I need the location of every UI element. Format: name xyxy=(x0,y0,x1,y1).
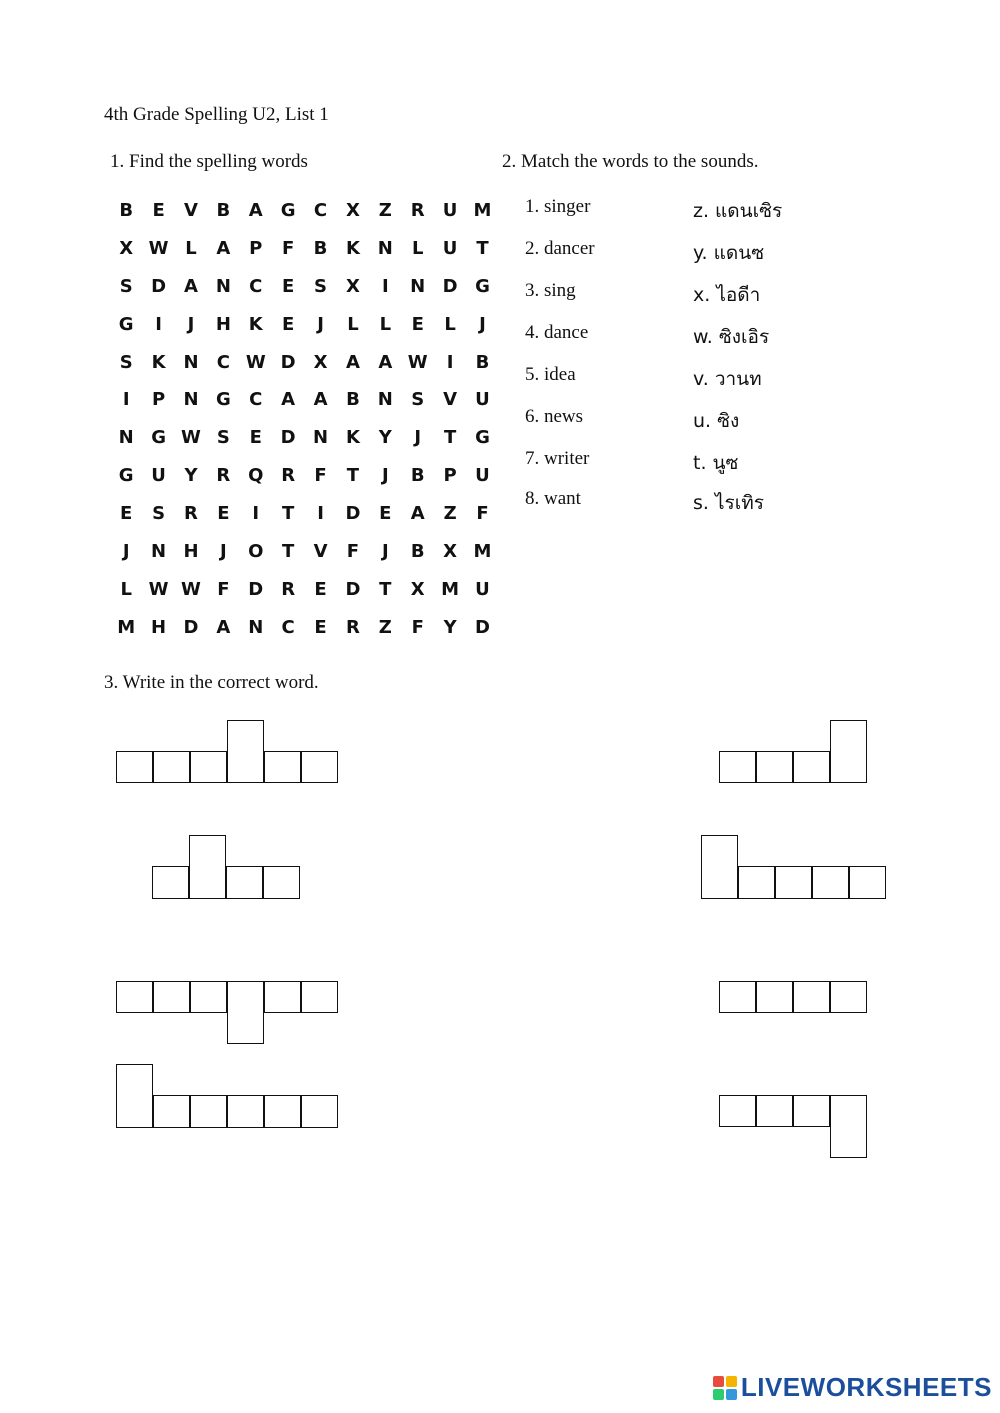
grid-letter[interactable]: R xyxy=(184,503,198,525)
letter-box[interactable] xyxy=(264,981,301,1013)
grid-row xyxy=(110,196,499,234)
grid-letter[interactable]: K xyxy=(345,427,360,449)
page-title: 4th Grade Spelling U2, List 1 xyxy=(104,104,329,125)
grid-letter[interactable]: B xyxy=(475,351,490,373)
grid-letter[interactable]: J xyxy=(414,427,422,449)
letter-box[interactable] xyxy=(812,866,849,899)
section-1-heading: 1. Find the spelling words xyxy=(110,151,308,172)
grid-letter[interactable]: W xyxy=(407,351,428,373)
letter-box[interactable] xyxy=(756,1095,793,1127)
grid-letter[interactable]: A xyxy=(281,389,296,411)
grid-letter[interactable]: C xyxy=(281,616,295,638)
match-word: 2. dancer xyxy=(525,238,595,259)
grid-letter[interactable]: T xyxy=(282,503,295,525)
grid-letter[interactable]: C xyxy=(313,200,328,221)
grid-row xyxy=(110,234,499,272)
grid-row xyxy=(110,499,499,537)
grid-letter[interactable]: J xyxy=(220,541,227,563)
letter-box[interactable] xyxy=(719,981,756,1013)
letter-box[interactable] xyxy=(830,720,867,783)
grid-letter[interactable]: G xyxy=(215,389,231,411)
grid-letter[interactable]: L xyxy=(444,313,456,335)
grid-letter[interactable]: U xyxy=(475,465,490,487)
grid-letter[interactable]: E xyxy=(217,503,230,525)
letter-box[interactable] xyxy=(227,981,264,1044)
grid-letter[interactable]: T xyxy=(476,237,489,259)
grid-letter[interactable]: D xyxy=(151,275,167,297)
letter-box[interactable] xyxy=(830,981,867,1013)
grid-letter[interactable]: N xyxy=(410,275,426,297)
letter-box[interactable] xyxy=(301,981,338,1013)
grid-letter[interactable]: F xyxy=(411,616,424,638)
grid-letter[interactable]: H xyxy=(151,616,167,638)
grid-letter[interactable]: B xyxy=(346,389,360,411)
grid-letter[interactable]: A xyxy=(184,275,198,297)
grid-letter[interactable]: Q xyxy=(248,465,264,487)
grid-letter[interactable]: Y xyxy=(378,427,392,449)
grid-letter[interactable]: U xyxy=(475,389,490,411)
letter-box[interactable] xyxy=(264,751,301,783)
grid-letter[interactable]: R xyxy=(281,465,296,487)
grid-letter[interactable]: D xyxy=(475,616,490,638)
grid-letter[interactable]: U xyxy=(442,237,458,259)
match-sound: y. แดนซ xyxy=(693,242,765,264)
grid-letter[interactable]: E xyxy=(282,313,295,335)
grid-letter[interactable]: D xyxy=(345,503,361,525)
letter-box[interactable] xyxy=(227,720,264,783)
grid-letter[interactable]: S xyxy=(314,275,328,297)
grid-letter[interactable]: L xyxy=(185,237,197,259)
grid-letter[interactable]: H xyxy=(215,313,231,335)
grid-letter[interactable]: E xyxy=(249,427,262,449)
grid-letter[interactable]: S xyxy=(119,351,133,373)
match-sound: s. ไรเทิร xyxy=(693,492,764,514)
grid-letter[interactable]: E xyxy=(314,616,327,638)
brand-square xyxy=(726,1389,737,1400)
match-word: 7. writer xyxy=(525,448,590,469)
letter-box[interactable] xyxy=(190,751,227,783)
grid-letter[interactable]: R xyxy=(345,616,360,638)
letter-box[interactable] xyxy=(793,1095,830,1127)
grid-letter[interactable]: D xyxy=(183,616,199,638)
word-search-grid xyxy=(110,196,499,651)
grid-letter[interactable]: X xyxy=(345,275,360,297)
letter-box[interactable] xyxy=(793,981,830,1013)
letter-box[interactable] xyxy=(190,1095,227,1128)
grid-letter[interactable]: I xyxy=(381,275,389,297)
letter-box[interactable] xyxy=(301,1095,338,1128)
grid-letter[interactable]: X xyxy=(119,237,134,259)
letter-box[interactable] xyxy=(756,751,793,783)
grid-letter[interactable]: C xyxy=(216,351,230,373)
brand-mark-icon xyxy=(713,1376,737,1400)
grid-letter[interactable]: L xyxy=(347,313,359,335)
grid-letter[interactable]: Y xyxy=(443,616,457,638)
brand-square xyxy=(726,1376,737,1387)
grid-letter[interactable]: T xyxy=(346,465,360,487)
grid-letter[interactable]: D xyxy=(280,427,296,449)
grid-letter[interactable]: A xyxy=(345,351,360,373)
grid-row xyxy=(110,272,499,310)
grid-letter[interactable]: Z xyxy=(378,200,392,221)
grid-letter[interactable]: T xyxy=(282,541,295,563)
match-sound: t. นูซ xyxy=(693,452,739,474)
grid-letter[interactable]: G xyxy=(151,427,166,449)
grid-letter[interactable]: K xyxy=(345,237,360,259)
grid-letter[interactable]: L xyxy=(411,237,424,259)
match-word: 6. news xyxy=(525,406,584,427)
grid-letter[interactable]: B xyxy=(313,237,328,259)
letter-box[interactable] xyxy=(189,835,226,899)
grid-letter[interactable]: G xyxy=(280,200,296,221)
grid-letter[interactable]: F xyxy=(346,541,360,563)
grid-row xyxy=(110,310,499,348)
grid-letter[interactable]: I xyxy=(446,351,454,373)
grid-letter[interactable]: X xyxy=(345,200,360,221)
letter-box[interactable] xyxy=(153,751,190,783)
grid-letter[interactable]: X xyxy=(313,351,328,373)
grid-letter[interactable]: V xyxy=(313,541,328,563)
brand-square xyxy=(713,1389,724,1400)
grid-row xyxy=(110,423,499,461)
grid-letter[interactable]: N xyxy=(248,616,264,638)
grid-row xyxy=(110,385,499,423)
grid-letter[interactable]: G xyxy=(118,313,134,335)
grid-letter[interactable]: M xyxy=(117,616,136,638)
grid-letter[interactable]: N xyxy=(151,541,167,563)
letter-box[interactable] xyxy=(756,981,793,1013)
grid-letter[interactable]: D xyxy=(248,578,264,600)
letter-box[interactable] xyxy=(701,835,738,899)
letter-box[interactable] xyxy=(849,866,886,899)
letter-box[interactable] xyxy=(830,1095,867,1158)
grid-letter[interactable]: P xyxy=(249,237,263,259)
letter-box[interactable] xyxy=(227,1095,264,1128)
grid-letter[interactable]: W xyxy=(181,427,201,449)
grid-letter[interactable]: D xyxy=(280,351,296,373)
grid-letter[interactable]: M xyxy=(473,200,492,221)
grid-letter[interactable]: W xyxy=(245,351,266,373)
letter-box[interactable] xyxy=(738,866,775,899)
grid-letter[interactable]: N xyxy=(377,389,393,411)
match-word: 5. idea xyxy=(525,364,576,385)
grid-letter[interactable]: P xyxy=(443,465,457,487)
letter-box[interactable] xyxy=(190,981,227,1013)
grid-letter[interactable]: O xyxy=(248,541,264,563)
grid-letter[interactable]: N xyxy=(183,351,199,373)
grid-letter[interactable]: G xyxy=(475,427,490,449)
grid-letter[interactable]: J xyxy=(381,541,389,563)
grid-letter[interactable]: A xyxy=(410,503,425,525)
grid-letter[interactable]: B xyxy=(119,200,134,221)
grid-letter[interactable]: W xyxy=(148,237,169,259)
grid-letter[interactable]: N xyxy=(183,389,199,411)
grid-letter[interactable]: P xyxy=(151,389,166,411)
grid-letter[interactable]: E xyxy=(411,313,424,335)
grid-letter[interactable]: J xyxy=(187,313,195,335)
grid-letter[interactable]: J xyxy=(381,465,389,487)
letter-box[interactable] xyxy=(775,866,812,899)
grid-letter[interactable]: A xyxy=(216,237,231,259)
grid-letter[interactable]: J xyxy=(317,313,324,335)
match-sound: x. ไอดีา xyxy=(693,284,761,306)
grid-letter[interactable]: A xyxy=(216,616,231,638)
grid-letter[interactable]: T xyxy=(379,578,392,600)
grid-letter[interactable]: F xyxy=(217,578,230,600)
grid-letter[interactable]: U xyxy=(442,200,458,221)
grid-letter[interactable]: U xyxy=(475,578,490,600)
grid-letter[interactable]: G xyxy=(475,275,490,297)
grid-letter[interactable]: S xyxy=(152,503,166,525)
match-sound: w. ซิงเอิร xyxy=(693,326,770,348)
grid-letter[interactable]: F xyxy=(314,465,327,487)
grid-letter[interactable]: I xyxy=(317,503,324,525)
grid-letter[interactable]: G xyxy=(118,465,134,487)
letter-box[interactable] xyxy=(263,866,300,899)
grid-letter[interactable]: L xyxy=(379,313,392,335)
grid-letter[interactable]: A xyxy=(378,351,393,373)
letter-box[interactable] xyxy=(153,1095,190,1128)
grid-letter[interactable]: A xyxy=(313,389,328,411)
grid-letter[interactable]: I xyxy=(155,313,162,335)
grid-letter[interactable]: X xyxy=(410,578,425,600)
grid-letter[interactable]: K xyxy=(151,351,166,373)
grid-letter[interactable]: M xyxy=(441,578,460,600)
grid-letter[interactable]: W xyxy=(148,578,169,600)
brand-text: LIVEWORKSHEETS xyxy=(740,1372,992,1402)
match-sound: z. แดนเซิร xyxy=(693,200,783,222)
letter-box[interactable] xyxy=(152,866,189,899)
letter-box[interactable] xyxy=(301,751,338,783)
letter-box[interactable] xyxy=(226,866,263,899)
grid-letter[interactable]: D xyxy=(442,275,458,297)
grid-row xyxy=(110,613,499,651)
match-word: 4. dance xyxy=(525,322,589,343)
grid-letter[interactable]: J xyxy=(479,313,486,335)
match-sound: v. วานท xyxy=(693,368,762,390)
grid-row xyxy=(110,348,499,386)
match-word: 8. want xyxy=(525,488,581,509)
grid-letter[interactable]: N xyxy=(377,237,393,259)
grid-letter[interactable]: E xyxy=(282,275,295,297)
grid-letter[interactable]: E xyxy=(120,503,133,525)
letter-box[interactable] xyxy=(153,981,190,1013)
grid-letter[interactable]: M xyxy=(473,541,492,563)
letter-box[interactable] xyxy=(116,981,153,1013)
grid-letter[interactable]: C xyxy=(249,275,263,297)
grid-letter[interactable]: A xyxy=(248,200,263,221)
brand-logo xyxy=(713,1372,992,1403)
grid-letter[interactable]: N xyxy=(118,427,134,449)
letter-box[interactable] xyxy=(264,1095,301,1128)
letter-box[interactable] xyxy=(719,1095,756,1127)
grid-letter[interactable]: W xyxy=(181,578,201,600)
section-3-heading: 3. Write in the correct word. xyxy=(104,672,319,693)
grid-letter[interactable]: H xyxy=(183,541,199,563)
grid-letter[interactable]: S xyxy=(216,427,230,449)
grid-letter[interactable]: S xyxy=(119,275,133,297)
grid-letter[interactable]: Y xyxy=(184,465,198,487)
grid-letter[interactable]: F xyxy=(476,503,489,525)
grid-letter[interactable]: S xyxy=(411,389,425,411)
grid-letter[interactable]: B xyxy=(410,541,425,563)
grid-letter[interactable]: R xyxy=(216,465,231,487)
match-sound: u. ซิง xyxy=(693,410,740,432)
grid-letter[interactable]: C xyxy=(249,389,263,411)
grid-letter[interactable]: E xyxy=(379,503,392,525)
grid-letter[interactable]: Z xyxy=(443,503,457,525)
match-word: 1. singer xyxy=(525,196,591,217)
letter-box[interactable] xyxy=(116,1064,153,1128)
grid-letter[interactable]: E xyxy=(314,578,327,600)
grid-letter[interactable]: Z xyxy=(378,616,392,638)
grid-letter[interactable]: N xyxy=(313,427,329,449)
grid-letter[interactable]: X xyxy=(443,541,458,563)
grid-letter[interactable]: I xyxy=(252,503,260,525)
grid-letter[interactable]: D xyxy=(345,578,361,600)
grid-letter[interactable]: R xyxy=(281,578,296,600)
grid-letter[interactable]: F xyxy=(282,237,295,259)
brand-square xyxy=(713,1376,724,1387)
section-2-heading: 2. Match the words to the sounds. xyxy=(502,151,759,172)
grid-row xyxy=(110,575,499,613)
grid-letter[interactable]: V xyxy=(184,200,198,221)
grid-letter[interactable]: I xyxy=(122,389,130,411)
grid-row xyxy=(110,461,499,499)
grid-letter[interactable]: N xyxy=(215,275,231,297)
match-word: 3. sing xyxy=(525,280,576,301)
grid-letter[interactable]: K xyxy=(248,313,263,335)
letter-box[interactable] xyxy=(793,751,830,783)
grid-letter[interactable]: B xyxy=(216,200,231,221)
grid-letter[interactable]: R xyxy=(410,200,425,221)
letter-box[interactable] xyxy=(719,751,756,783)
grid-letter[interactable]: V xyxy=(443,389,458,411)
grid-letter[interactable]: L xyxy=(120,578,132,600)
grid-letter[interactable]: T xyxy=(443,427,457,449)
grid-letter[interactable]: U xyxy=(151,465,166,487)
grid-letter[interactable]: J xyxy=(122,541,130,563)
grid-row xyxy=(110,537,499,575)
grid-letter[interactable]: E xyxy=(152,200,165,221)
grid-letter[interactable]: B xyxy=(410,465,425,487)
letter-box[interactable] xyxy=(116,751,153,783)
